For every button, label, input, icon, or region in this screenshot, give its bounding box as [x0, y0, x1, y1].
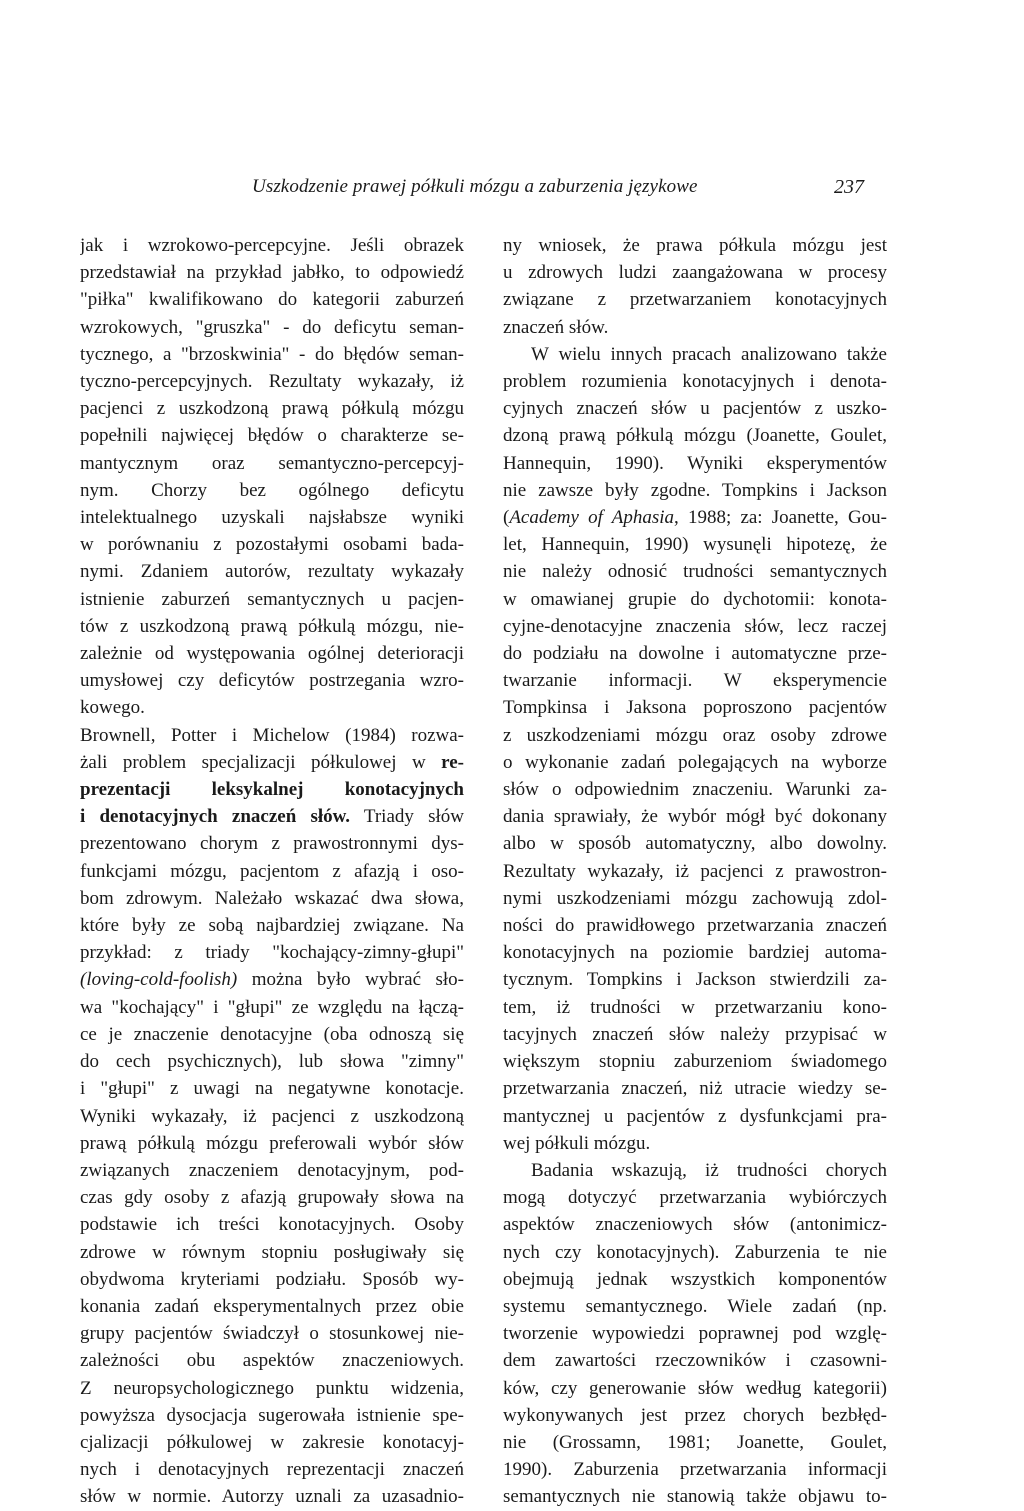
text-line: twarzanie informacji. W eksperymencie — [503, 670, 887, 692]
text-line: do podziału na dowolne i automatyczne prze- — [503, 643, 887, 665]
text-line: cyjne-denotacyjne znaczenia słów, lecz raczej — [503, 615, 887, 637]
text-line: kowego. — [80, 697, 145, 719]
running-head: Uszkodzenie prawej półkuli mózgu a zaburzenia językowe — [252, 176, 698, 197]
text-line: ności do prawidłowego przetwarzania znaczeń — [503, 915, 887, 937]
text-line: konotacyjnych na poziomie bardziej automa- — [503, 942, 887, 964]
text-line — [503, 504, 887, 531]
text-line: słów w normie. Autorzy uznali za uzasadnio- — [80, 1486, 464, 1508]
text-line: zależnie od występowania ogólnej deterioracji — [80, 643, 464, 665]
bold-text: i denotacyjnych znaczeń słów. — [80, 806, 351, 828]
text-line: istnienie zaburzeń semantycznych u pacjen- — [80, 588, 464, 610]
text-line — [80, 966, 464, 993]
text-line: cyjnych znaczeń słów u pacjentów z uszko- — [503, 398, 887, 420]
text-line: nymi. Zdaniem autorów, rezultaty wykazały — [80, 561, 464, 583]
text-line: przedstawiał na przykład jabłko, to odpowiedź — [80, 262, 464, 284]
text-line: umysłowej czy deficytów postrzegania wzro- — [80, 670, 464, 692]
text-line: Wyniki wykazały, iż pacjenci z uszkodzoną — [80, 1105, 464, 1127]
left-column — [80, 232, 464, 1511]
text-line: u zdrowych ludzi zaangażowana w procesy — [503, 262, 887, 284]
text-line: tów z uszkodzoną prawą półkulą mózgu, nie- — [80, 615, 464, 637]
text-line: konania zadań eksperymentalnych przez obie — [80, 1295, 464, 1317]
text-segment: Triady słów — [350, 806, 464, 828]
text-line — [80, 749, 464, 776]
text-line: aspektów znaczeniowych słów (antonimicz- — [503, 1214, 887, 1236]
text-segment: , 1988; za: Joanette, Gou- — [674, 507, 887, 529]
text-line: popełnili najwięcej błędów o charakterze se- — [80, 425, 464, 447]
text-line: nie zawsze były zgodne. Tompkins i Jackson — [503, 479, 887, 501]
italic-text: (loving-cold-foolish) — [80, 969, 238, 991]
text-line: zależności obu aspektów znaczeniowych. — [80, 1350, 464, 1372]
text-line: nych i denotacyjnych reprezentacji znaczeń — [80, 1459, 464, 1481]
text-line: wa "kochający" i "głupi" ze względu na łączą- — [80, 996, 464, 1018]
text-line: nymi uszkodzeniami mózgu zachowują zdol- — [503, 887, 887, 909]
text-line: Z neuropsychologicznego punktu widzenia, — [80, 1377, 464, 1399]
text-line: ce je znaczenie denotacyjne (oba odnoszą się — [80, 1023, 464, 1045]
text-line: Rezultaty wykazały, iż pacjenci z prawostron- — [503, 860, 887, 882]
text-line: Brownell, Potter i Michelow (1984) rozwa- — [80, 724, 464, 746]
text-line: które były ze sobą najbardziej związane. Na — [80, 915, 464, 937]
text-line: tyczno-percepcyjnych. Rezultaty wykazały, iż — [80, 371, 464, 393]
text-line: prezentacji leksykalnej konotacyjnych — [80, 779, 464, 801]
text-line: tem, iż trudności w przetwarzaniu kono- — [503, 996, 887, 1018]
text-line: Tompkinsa i Jaksona poproszono pacjentów — [503, 697, 887, 719]
text-line: funkcjami mózgu, pacjentom z afazją i oso- — [80, 860, 464, 882]
text-line: znaczeń słów. — [503, 316, 609, 338]
text-line: w omawianej grupie do dychotomii: konota- — [503, 588, 887, 610]
text-line: systemu semantycznego. Wiele zadań (np. — [503, 1295, 887, 1317]
text-line: ków, czy generowanie słów według kategorii) — [503, 1377, 887, 1399]
text-line: powyższa dysocjacja sugerowała istnienie spe- — [80, 1404, 464, 1426]
text-line: słów o odpowiednim znaczeniu. Warunki za- — [503, 779, 887, 801]
text-line: albo w sposób automatyczny, albo dowolny. — [503, 833, 887, 855]
text-line: o wykonanie zadań polegających na wyborze — [503, 751, 887, 773]
text-line — [80, 803, 464, 830]
text-line: tycznego, a "brzoskwinia" - do błędów seman- — [80, 343, 464, 365]
text-line: Badania wskazują, iż trudności chorych — [531, 1159, 887, 1181]
text-line: pacjenci z uszkodzoną prawą półkulą mózgu — [80, 398, 464, 420]
text-line: tworzenie wypowiedzi poprawnej pod wzglę- — [503, 1323, 887, 1345]
text-line: z uszkodzeniami mózgu oraz osoby zdrowe — [503, 724, 887, 746]
text-line: W wielu innych pracach analizowano także — [531, 343, 887, 365]
text-line: dzoną prawą półkulą mózgu (Joanette, Goulet, — [503, 425, 887, 447]
text-line: obejmują jednak wszystkich komponentów — [503, 1268, 887, 1290]
text-line: i "głupi" z uwagi na negatywne konotacje. — [80, 1078, 464, 1100]
italic-text: Academy of Aphasia — [509, 507, 675, 529]
text-line: dem zawartości rzeczowników i czasowni- — [503, 1350, 887, 1372]
text-line: cjalizacji półkulowej w zakresie konotacyj- — [80, 1431, 464, 1453]
text-line: nym. Chorzy bez ogólnego deficytu — [80, 479, 464, 501]
text-line: wej półkuli mózgu. — [503, 1132, 651, 1154]
text-line: nych czy konotacyjnych). Zaburzenia te nie — [503, 1241, 887, 1263]
text-line: czas gdy osoby z afazją grupowały słowa na — [80, 1187, 464, 1209]
text-line: związane z przetwarzaniem konotacyjnych — [503, 289, 887, 311]
text-line: prawą półkulą mózgu preferowali wybór słów — [80, 1132, 464, 1154]
text-line: prezentowano chorym z prawostronnymi dys- — [80, 833, 464, 855]
text-line: przykład: z triady "kochający-zimny-głupi" — [80, 942, 464, 964]
text-line: mantycznym oraz semantyczno-percepcyj- — [80, 452, 464, 474]
text-line: wzrokowych, "gruszka" - do deficytu seman- — [80, 316, 464, 338]
right-column — [503, 232, 887, 1511]
text-line: jak i wzrokowo-percepcyjne. Jeśli obrazek — [80, 235, 464, 256]
text-line: semantycznych nie stanowią także objawu to- — [503, 1486, 887, 1508]
text-line: mantycznej u pacjentów z dysfunkcjami pra- — [503, 1105, 887, 1127]
text-line: tacyjnych znaczeń słów należy przypisać w — [503, 1023, 887, 1045]
text-line: grupy pacjentów świadczył o stosunkowej nie- — [80, 1323, 464, 1345]
text-line: do cech psychicznych), lub słowa "zimny" — [80, 1051, 464, 1073]
text-line: intelektualnego uzyskali najsłabsze wyniki — [80, 507, 464, 529]
text-line: związanych znaczeniem denotacyjnym, pod- — [80, 1159, 464, 1181]
text-line: przetwarzania znaczeń, niż utracie wiedzy se- — [503, 1078, 887, 1100]
text-line: Hannequin, 1990). Wyniki eksperymentów — [503, 452, 887, 474]
text-line: dania sprawiały, że wybór mógł być dokonany — [503, 806, 887, 828]
text-line: podstawie ich treści konotacyjnych. Osoby — [80, 1214, 464, 1236]
text-segment: ( — [503, 507, 510, 529]
text-line: w porównaniu z pozostałymi osobami bada- — [80, 534, 464, 556]
text-line: zdrowe w równym stopniu posługiwały się — [80, 1241, 464, 1263]
text-line: problem rozumienia konotacyjnych i denota- — [503, 371, 887, 393]
bold-text: re- — [441, 751, 464, 773]
text-segment: można było wybrać sło- — [237, 969, 464, 991]
text-line: 1990). Zaburzenia przetwarzania informacji — [503, 1459, 887, 1481]
text-line: bom zdrowym. Należało wskazać dwa słowa, — [80, 887, 464, 909]
text-segment: żali problem specjalizacji półkulowej w — [80, 751, 442, 773]
text-line: "piłka" kwalifikowano do kategorii zaburzeń — [80, 289, 464, 311]
text-line: mogą dotyczyć przetwarzania wybiórczych — [503, 1187, 887, 1209]
text-line: nie (Grossamn, 1981; Joanette, Goulet, — [503, 1431, 887, 1453]
text-line: tycznym. Tompkins i Jackson stwierdzili za- — [503, 969, 887, 991]
text-line: obydwoma kryteriami podziału. Sposób wy- — [80, 1268, 464, 1290]
page-number: 237 — [834, 176, 864, 198]
text-line: większym stopniu zaburzeniom świadomego — [503, 1051, 887, 1073]
text-line: nie należy odnosić trudności semantycznych — [503, 561, 887, 583]
text-line: let, Hannequin, 1990) wysunęli hipotezę, że — [503, 534, 887, 556]
text-line: ny wniosek, że prawa półkula mózgu jest — [503, 235, 887, 256]
text-line: wykonywanych jest przez chorych bezbłęd- — [503, 1404, 887, 1426]
